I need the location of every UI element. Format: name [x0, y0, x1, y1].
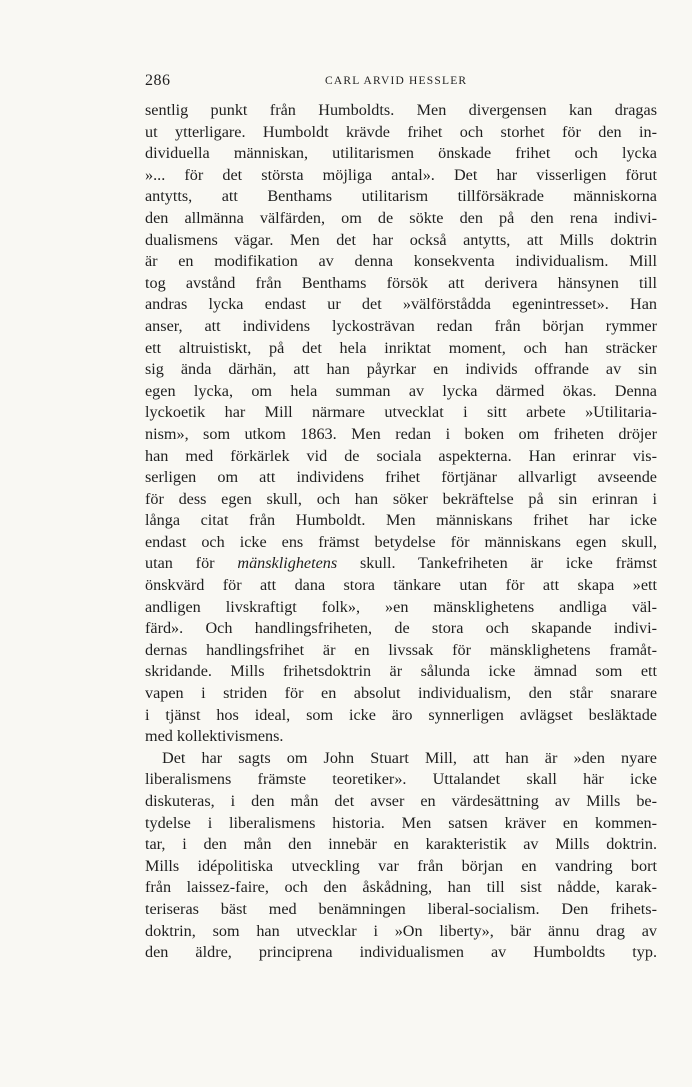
text-line: lyckoetik har Mill närmare utvecklat i sitt arbete »Utilitaria-: [145, 403, 657, 422]
text-line-emphasis: [145, 553, 657, 575]
text-line: endast och icke ens främst betydelse för människans egen skull,: [145, 532, 657, 551]
text-line: den äldre, principrena individualismen av Humboldts typ.: [145, 943, 657, 962]
text-line: liberalismens främste teoretiker». Uttalandet skall här icke: [145, 770, 657, 789]
paragraph-start-line: Det har sagts om John Stuart Mill, att han är »den nyare: [162, 748, 657, 767]
paragraph-end-line: med kollektivismens.: [145, 727, 284, 746]
text-line: skridande. Mills frihetsdoktrin är sålunda icke ämnad som ett: [145, 662, 657, 681]
text-line: från laissez-faire, och den åskådning, han till sist nådde, karak-: [145, 878, 657, 897]
text-line: teriseras bäst med benämningen liberal-socialism. Den frihets-: [145, 899, 657, 918]
text-line: för dess egen skull, och han söker bekräftelse på sin erinran i: [145, 489, 657, 508]
text-line: önskvärd för att dana stora tänkare utan för att skapa »ett: [145, 576, 657, 595]
text-line: den allmänna välfärden, om de sökte den på den rena indivi-: [145, 208, 657, 227]
text-segment: skull. Tankefriheten är icke främst: [337, 554, 658, 573]
text-line: diskuteras, i den mån det avser en värdesättning av Mills be-: [145, 792, 657, 810]
text-line: Mills idépolitiska utveckling var från början en vandring bort: [145, 856, 657, 875]
body-text: [145, 100, 657, 964]
text-line: nism», som utkom 1863. Men redan i boken om friheten dröjer: [145, 424, 657, 443]
text-line: doktrin, som han utvecklar i »On liberty», bär ännu drag av: [145, 921, 657, 940]
emphasized-word: mänsklighetens: [237, 554, 338, 573]
text-line: andligen livskraftigt folk», »en mänsklighetens andliga väl-: [145, 597, 657, 616]
text-line: färd». Och handlingsfriheten, de stora och skapande indivi-: [145, 619, 657, 638]
text-line: serligen om att individens frihet förtjänar allvarligt avseende: [145, 468, 657, 487]
text-line: anser, att individens lyckosträvan redan från början rymmer: [145, 316, 657, 335]
text-line: andras lycka endast ur det »välförstådda egenintresset». Han: [145, 295, 657, 314]
text-segment: utan för: [145, 554, 238, 573]
running-head: CARL ARVID HESSLER: [325, 75, 468, 87]
text-line: dernas handlingsfrihet är en livssak för mänsklighetens framåt-: [145, 640, 657, 659]
text-line: är en modifikation av denna konsekventa individualism. Mill: [145, 252, 657, 271]
text-line: dualismens vägar. Men det har också antytts, att Mills doktrin: [145, 230, 657, 249]
text-line: ut ytterligare. Humboldt krävde frihet och storhet för den in-: [145, 122, 657, 141]
text-line: sentlig punkt från Humboldts. Men divergensen kan dragas: [145, 101, 657, 119]
page-number: 286: [145, 72, 171, 89]
text-line: »... för det största möjliga antal». Det har visserligen förut: [145, 165, 657, 184]
text-line: tar, i den mån den innebär en karakteristik av Mills doktrin.: [145, 835, 657, 854]
text-line: han med förkärlek vid de sociala aspekterna. Han erinrar vis-: [145, 446, 657, 465]
text-line: antytts, att Benthams utilitarism tillförsäkrade människorna: [145, 187, 657, 206]
text-line: i tjänst hos ideal, som icke äro synnerligen avlägset besläktade: [145, 705, 657, 724]
text-line: vapen i striden för en absolut individualism, den står snarare: [145, 684, 657, 703]
text-line: tydelse i liberalismens historia. Men satsen kräver en kommen-: [145, 813, 657, 832]
page-header: [145, 72, 657, 92]
text-line: egen lycka, om hela summan av lycka därmed ökas. Denna: [145, 381, 657, 400]
text-line: sig ända därhän, att han påyrkar en individs offrande av sin: [145, 360, 657, 379]
text-line: långa citat från Humboldt. Men människans frihet har icke: [145, 511, 657, 530]
text-line: ett altruistiskt, på det hela inriktat moment, och han sträcker: [145, 338, 657, 357]
text-line: dividuella människan, utilitarismen önskade frihet och lycka: [145, 144, 657, 163]
text-line: tog avstånd från Benthams försök att derivera hänsynen till: [145, 273, 657, 292]
